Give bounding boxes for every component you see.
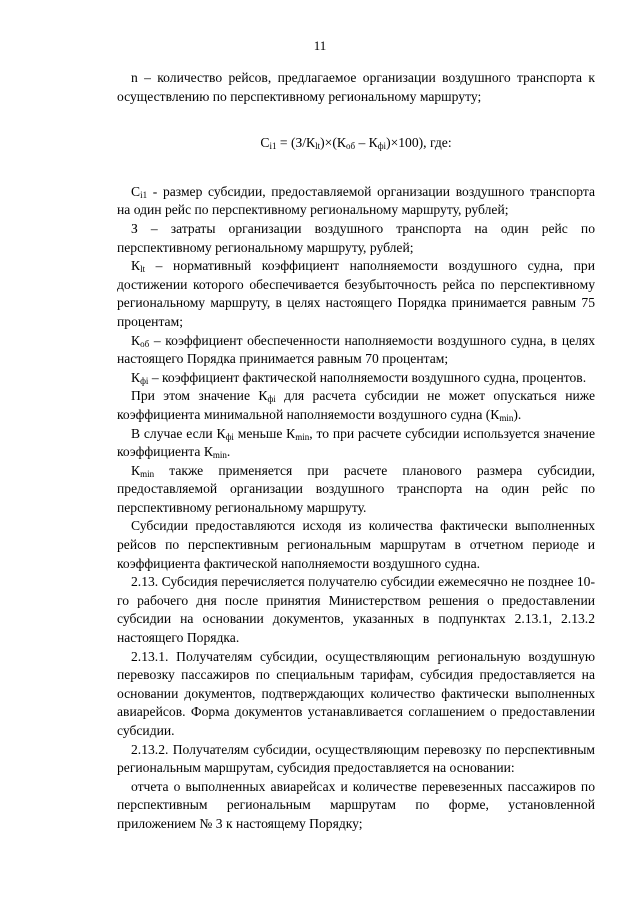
text-run: также применяется при расчете планового размера субсидии, предоставляемой организации воздушного транспорта на один рейс по перспективному региональному маршруту. [117,462,595,515]
subscript: i1 [140,189,148,200]
text-run: отчета о выполненных авиарейсах и количестве перевезенных пассажиров по перспективным региональным маршрутам по форме, установленной приложением № 3 к настоящему Порядку; [117,778,595,831]
subscript: фi [377,141,387,152]
paragraph [117,573,595,647]
text-run: C [260,135,270,151]
paragraph [117,778,595,834]
paragraph [117,741,595,778]
subscript: фi [140,375,149,386]
text-run: C [131,183,141,199]
text-run: Субсидии предоставляются исходя из количества фактически выполненных рейсов по перспективным региональным маршрутам в отчетном периоде и коэффициента фактической наполняемости воздушного судна. [117,518,595,571]
paragraph [117,387,595,424]
text-run: В случае если К [131,425,226,441]
text-run: При этом значение К [131,388,268,404]
text-run: К [131,332,141,348]
text-run: – коэффициент фактической наполняемости воздушного судна, процентов. [148,369,587,385]
paragraph [117,462,595,518]
subscript: i1 [269,141,277,152]
text-run: , то при расчете субсидии используется значение коэффициента К [117,425,595,460]
page-number: 11 [313,38,327,53]
subscript: min [140,468,155,479]
subscript: min [499,412,514,423]
document-body [117,69,595,834]
text-run: . [226,444,231,460]
paragraph [117,369,595,388]
text-run: для расчета субсидии не может опускаться ниже коэффициента минимальной наполняемости воздушного судна (К [117,388,595,422]
text-run: )×(К [320,135,346,151]
paragraph [117,648,595,741]
paragraph [117,69,595,106]
text-run: меньше К [233,425,296,441]
paragraph [117,332,595,369]
text-run: К [131,258,141,274]
text-run: – нормативный коэффициент наполняемости воздушного судна, при достижении которого обеспечивается безубыточность рейса по перспективному региональному маршруту, в целях настоящего Порядка принимается равным 75 процентам; [117,258,595,329]
subscript: фi [267,394,276,405]
subscript: lt [315,141,321,152]
text-run: З – затраты организации воздушного транспорта на один рейс по перспективному региональному маршруту, рублей; [117,220,595,255]
text-run: ). [513,406,522,422]
subscript: фi [225,431,234,442]
subscript: об [345,141,356,152]
subscript: min [212,450,227,461]
text-run: 2.13.2. Получателям субсидии, осуществляющим перевозку по перспективным региональным маршрутам, субсидия предоставляется на основании: [117,741,595,776]
text-run: = (З/К [276,135,316,151]
paragraph [117,425,595,462]
text-run: – коэффициент обеспеченности наполняемости воздушного судна, в целях настоящего Порядка принимается равным 70 процентам; [117,332,595,367]
subscript: min [295,431,310,442]
text-run: - размер субсидии, предоставляемой организации воздушного транспорта на один рейс по перспективному региональному маршруту, рублей; [117,183,595,218]
text-run: – К [355,135,378,151]
text-run: )×100), где: [386,135,452,151]
formula [117,134,595,153]
text-run: n – количество рейсов, предлагаемое организации воздушного транспорта к осуществлению по перспективному региональному маршруту; [117,70,595,104]
text-run: К [131,369,141,385]
paragraph [117,257,595,331]
text-run: 2.13.1. Получателям субсидии, осуществляющим региональную воздушную перевозку пассажиров по специальным тарифам, субсидия предоставляется на основании документов, подтверждающих количество фактически выполненных авиарейсов. Форма документов устанавливается соглашением о предоставлении субсидии. [117,648,595,738]
paragraph [117,183,595,220]
text-run: 2.13. Субсидия перечисляется получателю субсидии ежемесячно не позднее 10-го рабочего дня после принятия Министерством решения о предоставлении субсидии на основании документов, указанных в подпунктах 2.13.1, 2.13.2 настоящего Порядка. [117,574,595,646]
paragraph [117,220,595,257]
subscript: об [140,338,150,349]
text-run: К [131,462,141,478]
subscript: lt [140,264,146,275]
paragraph [117,517,595,573]
